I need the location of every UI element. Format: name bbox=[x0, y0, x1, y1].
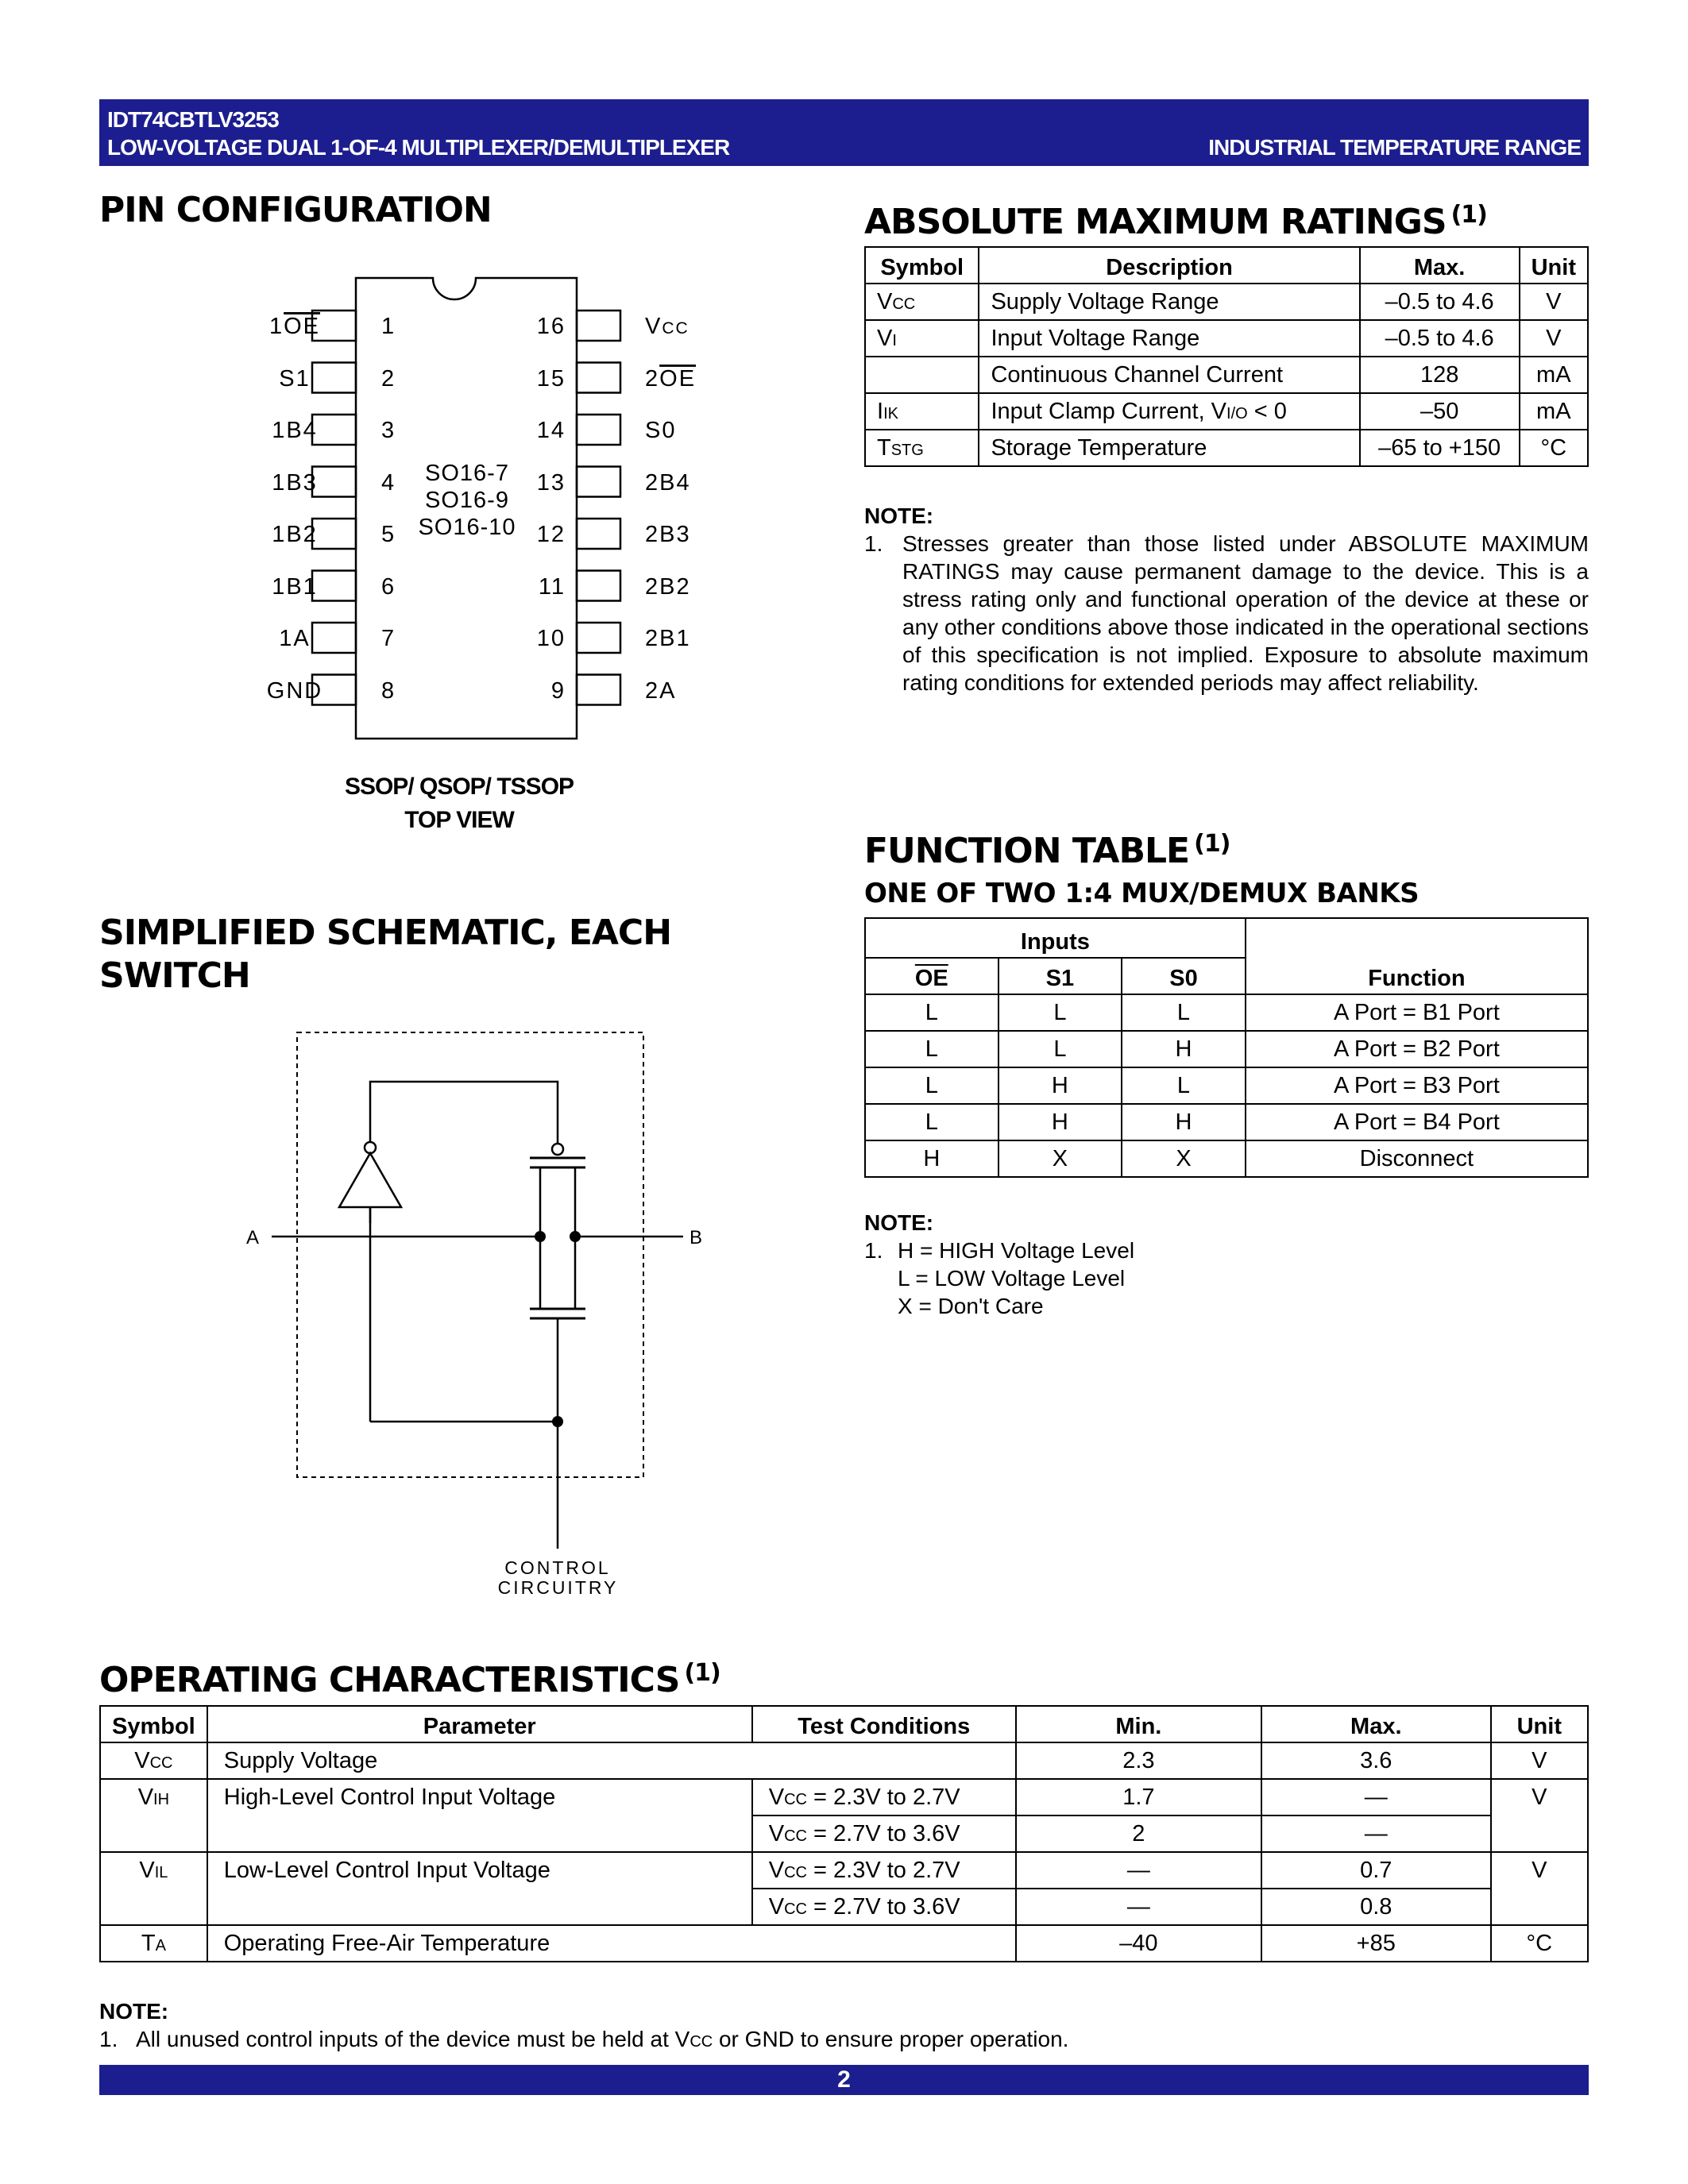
symbol-cell: VI bbox=[865, 320, 979, 357]
max-cell: 0.7 bbox=[1261, 1852, 1491, 1889]
page-header bbox=[99, 99, 1589, 166]
pin-1-name bbox=[269, 314, 320, 339]
symbol-cell: TSTG bbox=[865, 430, 979, 466]
table-row bbox=[865, 430, 1588, 466]
note-number: 1. bbox=[99, 2027, 118, 2051]
pin-box-left bbox=[312, 363, 356, 393]
s0-cell: H bbox=[1122, 1104, 1246, 1140]
table-row bbox=[865, 1067, 1588, 1104]
col-symbol: Symbol bbox=[100, 1706, 207, 1742]
abs-max-header-row bbox=[865, 247, 1588, 284]
min-cell: — bbox=[1016, 1889, 1261, 1925]
function-table bbox=[864, 917, 1589, 1178]
table-row bbox=[100, 1779, 1588, 1815]
op-char-title-text: OPERATING CHARACTERISTICS bbox=[99, 1660, 680, 1700]
col-unit: Unit bbox=[1520, 247, 1588, 284]
note-text: All unused control inputs of the device must be held at VCC or GND to ensure proper operation. bbox=[136, 2027, 1069, 2051]
temperature-range: INDUSTRIAL TEMPERATURE RANGE bbox=[1208, 135, 1581, 160]
oe-cell: H bbox=[865, 1140, 999, 1177]
desc-cell: Continuous Channel Current bbox=[979, 357, 1359, 393]
pin-box-right bbox=[577, 311, 620, 341]
note-line-h: H = HIGH Voltage Level bbox=[898, 1238, 1135, 1263]
s0-cell: X bbox=[1122, 1140, 1246, 1177]
max-cell: +85 bbox=[1261, 1925, 1491, 1962]
s1-cell: H bbox=[999, 1104, 1122, 1140]
left-pin-boxes bbox=[312, 311, 356, 705]
function-table-title-text: FUNCTION TABLE bbox=[864, 831, 1190, 871]
device-subtitle: LOW-VOLTAGE DUAL 1-OF-4 MULTIPLEXER/DEMULTIPLEXER bbox=[107, 135, 730, 160]
pin-12-num: 12 bbox=[536, 522, 566, 547]
pin-2-num: 2 bbox=[381, 366, 396, 392]
col-s0: S0 bbox=[1122, 958, 1246, 994]
switch-schematic bbox=[230, 1024, 707, 1580]
control-label-2: CIRCUITRY bbox=[497, 1577, 619, 1598]
s0-cell: L bbox=[1122, 994, 1246, 1031]
pin-8-num: 8 bbox=[381, 678, 396, 704]
pin-15-oe-bar: OE bbox=[659, 366, 697, 392]
inverter-triangle bbox=[339, 1153, 401, 1207]
label-a: A bbox=[246, 1227, 260, 1248]
unit-cell: V bbox=[1491, 1742, 1588, 1779]
note-text: Stresses greater than those listed under ABSOLUTE MAXIMUM RATINGS may cause permanent damage to the device. This is a stress rating only and functional operation of the device at these or any other conditions above those indicated in the operational sections of this specification is not implied. Exposure to absolute maximum rating conditions for extended periods may affect reliability. bbox=[902, 531, 1589, 695]
table-row bbox=[865, 994, 1588, 1031]
function-table-note-ref: (1) bbox=[1194, 830, 1230, 858]
col-function: Function bbox=[1246, 918, 1588, 994]
table-row bbox=[100, 1742, 1588, 1779]
min-cell: — bbox=[1016, 1852, 1261, 1889]
pin-box-right bbox=[577, 675, 620, 705]
max-cell: –0.5 to 4.6 bbox=[1360, 320, 1520, 357]
note-line-x: X = Don't Care bbox=[898, 1294, 1044, 1318]
min-cell: 2.3 bbox=[1016, 1742, 1261, 1779]
part-number: IDT74CBTLV3253 bbox=[107, 107, 279, 132]
pin-caption-1: SSOP/ QSOP/ TSSOP bbox=[344, 774, 574, 800]
oe-cell: L bbox=[865, 994, 999, 1031]
inputs-header-row bbox=[865, 918, 1588, 958]
pin-8-name: GND bbox=[266, 678, 323, 704]
package-1: SO16-7 bbox=[425, 461, 509, 486]
min-cell: –40 bbox=[1016, 1925, 1261, 1962]
s1-cell: H bbox=[999, 1067, 1122, 1104]
right-pin-boxes bbox=[577, 311, 620, 705]
pin-15-name bbox=[645, 366, 696, 392]
pin-box-left bbox=[312, 415, 356, 445]
min-cell: 1.7 bbox=[1016, 1779, 1261, 1815]
symbol-cell: VCC bbox=[865, 284, 979, 320]
pin-box-right bbox=[577, 363, 620, 393]
function-table-note bbox=[864, 1209, 1589, 1320]
s0-cell: H bbox=[1122, 1031, 1246, 1067]
pin-4-num: 4 bbox=[381, 470, 396, 496]
pin-box-left bbox=[312, 623, 356, 653]
schematic-title bbox=[99, 912, 671, 997]
table-row bbox=[865, 393, 1588, 430]
note-label: NOTE: bbox=[99, 1999, 169, 2024]
col-test-conditions: Test Conditions bbox=[752, 1706, 1016, 1742]
pin-box-left bbox=[312, 467, 356, 497]
pin-14-name: S0 bbox=[645, 418, 677, 443]
pin-10-num: 10 bbox=[536, 626, 566, 651]
page-footer bbox=[99, 2065, 1589, 2095]
pin-diagram bbox=[222, 270, 715, 866]
function-cell: Disconnect bbox=[1246, 1140, 1588, 1177]
note-number: 1. bbox=[864, 1238, 883, 1263]
function-cell: A Port = B2 Port bbox=[1246, 1031, 1588, 1067]
pin-1-num: 1 bbox=[381, 314, 396, 339]
desc-cell: Supply Voltage Range bbox=[979, 284, 1359, 320]
abs-max-title bbox=[864, 194, 1487, 244]
label-b: B bbox=[689, 1227, 703, 1248]
table-row bbox=[865, 284, 1588, 320]
unit-cell: mA bbox=[1520, 393, 1588, 430]
pin-9-num: 9 bbox=[550, 678, 566, 704]
pin-13-num: 13 bbox=[536, 470, 566, 496]
pin-16-v: V bbox=[645, 314, 662, 339]
col-symbol: Symbol bbox=[865, 247, 979, 284]
abs-max-note-ref: (1) bbox=[1450, 201, 1487, 229]
note-number: 1. bbox=[864, 531, 883, 556]
table-row bbox=[865, 1031, 1588, 1067]
note-label: NOTE: bbox=[864, 504, 934, 528]
function-cell: A Port = B4 Port bbox=[1246, 1104, 1588, 1140]
table-row bbox=[865, 1104, 1588, 1140]
inputs-header: Inputs bbox=[865, 918, 1246, 958]
max-cell: 128 bbox=[1360, 357, 1520, 393]
table-row bbox=[865, 320, 1588, 357]
unit-cell: V bbox=[1491, 1779, 1588, 1852]
pin-5-num: 5 bbox=[381, 522, 396, 547]
pin-3-num: 3 bbox=[381, 418, 396, 443]
op-char-note bbox=[99, 1997, 1589, 2056]
op-char-title bbox=[99, 1652, 720, 1702]
table-row bbox=[865, 1140, 1588, 1177]
pin-1-prefix: 1 bbox=[268, 314, 284, 339]
s1-cell: L bbox=[999, 994, 1122, 1031]
pin-box-right bbox=[577, 467, 620, 497]
pin-box-left bbox=[312, 571, 356, 601]
op-char-header-row bbox=[100, 1706, 1588, 1742]
desc-cell: Input Voltage Range bbox=[979, 320, 1359, 357]
pin-7-num: 7 bbox=[381, 626, 396, 651]
schematic-title-line-2: SWITCH bbox=[99, 955, 250, 996]
s0-cell: L bbox=[1122, 1067, 1246, 1104]
function-cell: A Port = B3 Port bbox=[1246, 1067, 1588, 1104]
package-2: SO16-9 bbox=[425, 488, 509, 513]
max-cell: –65 to +150 bbox=[1360, 430, 1520, 466]
pin-caption-2: TOP VIEW bbox=[404, 807, 514, 833]
dashed-boundary bbox=[297, 1032, 643, 1477]
s1-cell: X bbox=[999, 1140, 1122, 1177]
pin-7-name: 1A bbox=[279, 626, 311, 651]
pin-9-name: 2A bbox=[645, 678, 677, 704]
col-s1: S1 bbox=[999, 958, 1122, 994]
pin-box-right bbox=[577, 623, 620, 653]
pin-11-name: 2B2 bbox=[645, 574, 691, 600]
function-cell: A Port = B1 Port bbox=[1246, 994, 1588, 1031]
max-cell: –50 bbox=[1360, 393, 1520, 430]
abs-max-title-text: ABSOLUTE MAXIMUM RATINGS bbox=[864, 202, 1447, 242]
pin-12-name: 2B3 bbox=[645, 522, 691, 547]
parameter-cell: Operating Free-Air Temperature bbox=[207, 1925, 1016, 1962]
col-min: Min. bbox=[1016, 1706, 1261, 1742]
pin-box-left bbox=[312, 519, 356, 549]
pin-2-name: S1 bbox=[279, 366, 311, 392]
parameter-cell: Supply Voltage bbox=[207, 1742, 1016, 1779]
page-number: 2 bbox=[837, 2066, 851, 2093]
pin-14-num: 14 bbox=[536, 418, 566, 443]
pin-13-name: 2B4 bbox=[645, 470, 691, 496]
condition-cell: VCC = 2.3V to 2.7V bbox=[752, 1779, 1016, 1815]
node-a bbox=[535, 1231, 546, 1242]
col-unit: Unit bbox=[1491, 1706, 1588, 1742]
pin-15-prefix: 2 bbox=[645, 366, 660, 392]
symbol-cell bbox=[865, 357, 979, 393]
oe-cell: L bbox=[865, 1067, 999, 1104]
pin-16-cc: CC bbox=[662, 319, 689, 338]
col-parameter: Parameter bbox=[207, 1706, 752, 1742]
pin-config-title: PIN CONFIGURATION bbox=[99, 190, 492, 230]
pin-box-right bbox=[577, 519, 620, 549]
condition-cell: VCC = 2.3V to 2.7V bbox=[752, 1852, 1016, 1889]
min-cell: 2 bbox=[1016, 1815, 1261, 1852]
symbol-cell: VCC bbox=[100, 1742, 207, 1779]
symbol-cell: TA bbox=[100, 1925, 207, 1962]
unit-cell: mA bbox=[1520, 357, 1588, 393]
oe-cell: L bbox=[865, 1031, 999, 1067]
parameter-cell: Low-Level Control Input Voltage bbox=[207, 1852, 752, 1925]
node-control bbox=[552, 1416, 563, 1427]
unit-cell: V bbox=[1520, 320, 1588, 357]
pin-16-name bbox=[645, 314, 689, 339]
s1-cell: L bbox=[999, 1031, 1122, 1067]
control-label-1: CONTROL bbox=[504, 1557, 611, 1578]
node-b bbox=[570, 1231, 581, 1242]
abs-max-note bbox=[864, 502, 1589, 696]
col-description: Description bbox=[979, 247, 1359, 284]
op-char-table bbox=[99, 1705, 1589, 1962]
col-max: Max. bbox=[1261, 1706, 1491, 1742]
function-table-title bbox=[864, 823, 1230, 873]
max-cell: –0.5 to 4.6 bbox=[1360, 284, 1520, 320]
max-cell: — bbox=[1261, 1815, 1491, 1852]
abs-max-table bbox=[864, 246, 1589, 467]
max-cell: — bbox=[1261, 1779, 1491, 1815]
condition-cell: VCC = 2.7V to 3.6V bbox=[752, 1815, 1016, 1852]
unit-cell: °C bbox=[1520, 430, 1588, 466]
symbol-cell: IIK bbox=[865, 393, 979, 430]
function-table-subtitle: ONE OF TWO 1:4 MUX/DEMUX BANKS bbox=[864, 878, 1420, 909]
pin-box-right bbox=[577, 415, 620, 445]
symbol-cell: VIH bbox=[100, 1779, 207, 1852]
pin-5-name: 1B2 bbox=[272, 522, 318, 547]
desc-cell: Input Clamp Current, VI/O < 0 bbox=[979, 393, 1359, 430]
symbol-cell: VIL bbox=[100, 1852, 207, 1925]
pin-15-num: 15 bbox=[536, 366, 566, 392]
package-3: SO16-10 bbox=[418, 515, 516, 540]
table-row bbox=[100, 1852, 1588, 1889]
pmos-gate-bubble bbox=[552, 1144, 563, 1155]
oe-cell: L bbox=[865, 1104, 999, 1140]
unit-cell: V bbox=[1491, 1852, 1588, 1925]
pin-1-oe-bar: OE bbox=[284, 314, 321, 339]
pin-6-name: 1B1 bbox=[272, 574, 318, 600]
pin-16-num: 16 bbox=[536, 314, 566, 339]
col-oe: $\overline{OE}$ bbox=[865, 958, 999, 994]
unit-cell: V bbox=[1520, 284, 1588, 320]
schematic-title-line-1: SIMPLIFIED SCHEMATIC, EACH bbox=[99, 913, 672, 953]
pin-10-name: 2B1 bbox=[645, 626, 691, 651]
col-max: Max. bbox=[1360, 247, 1520, 284]
pin-3-name: 1B4 bbox=[272, 418, 318, 443]
note-line-l: L = LOW Voltage Level bbox=[898, 1266, 1126, 1291]
desc-cell: Storage Temperature bbox=[979, 430, 1359, 466]
pin-6-num: 6 bbox=[381, 574, 396, 600]
note-label: NOTE: bbox=[864, 1210, 934, 1235]
pin-box-right bbox=[577, 571, 620, 601]
max-cell: 0.8 bbox=[1261, 1889, 1491, 1925]
table-row bbox=[100, 1925, 1588, 1962]
condition-cell: VCC = 2.7V to 3.6V bbox=[752, 1889, 1016, 1925]
parameter-cell: High-Level Control Input Voltage bbox=[207, 1779, 752, 1852]
table-row bbox=[865, 357, 1588, 393]
pin-4-name: 1B3 bbox=[272, 470, 318, 496]
op-char-note-ref: (1) bbox=[684, 1659, 720, 1687]
max-cell: 3.6 bbox=[1261, 1742, 1491, 1779]
unit-cell: °C bbox=[1491, 1925, 1588, 1962]
pin-11-num: 11 bbox=[538, 574, 566, 600]
